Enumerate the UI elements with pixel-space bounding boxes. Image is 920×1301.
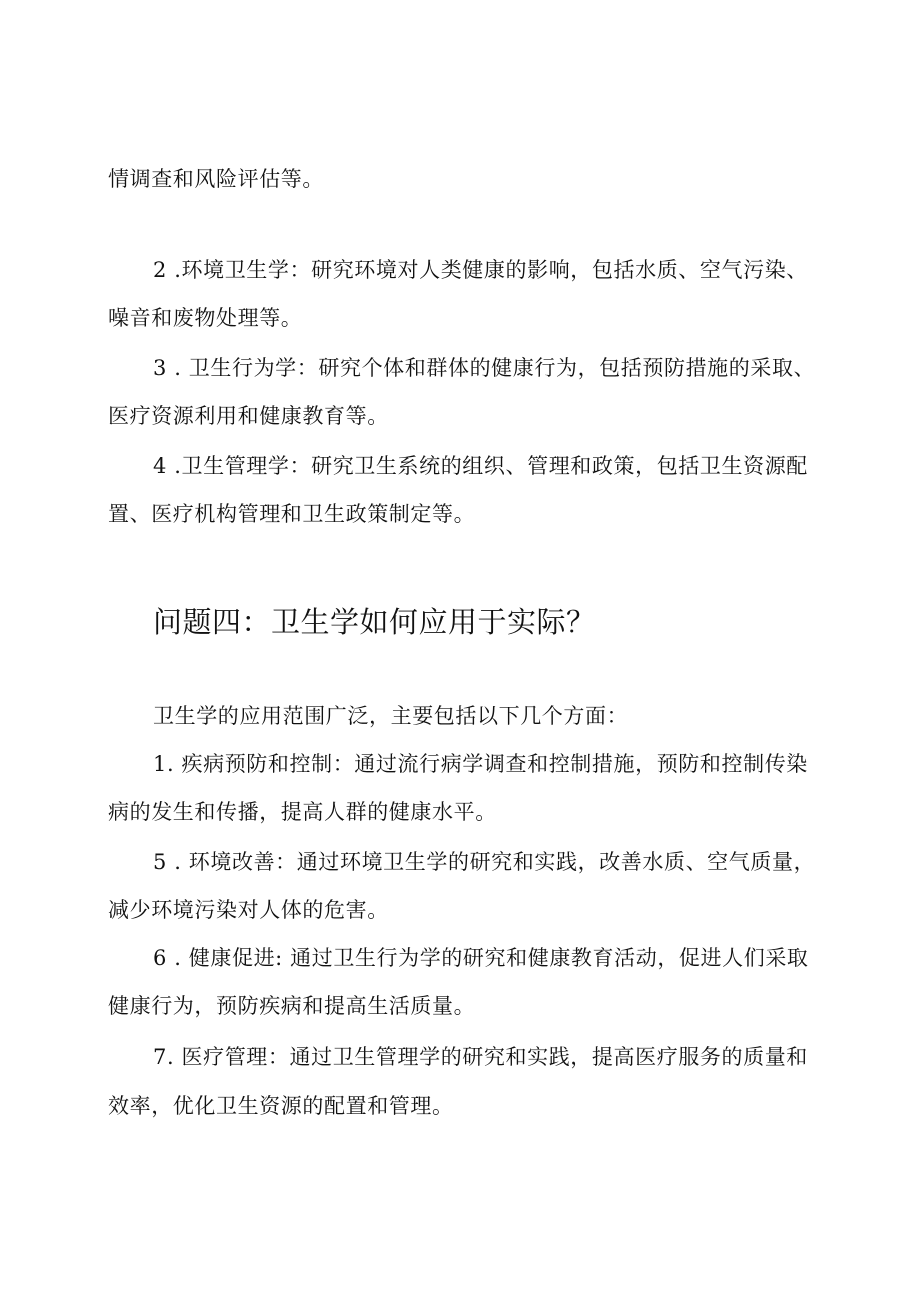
continuation-text: 情调查和风险评估等。 xyxy=(108,167,324,191)
list-item-line: 减少环境污染对人体的危害。 xyxy=(108,898,389,922)
list-item-line: 健康行为，预防疾病和提高生活质量。 xyxy=(108,994,476,1018)
list-item-line: 医疗资源利用和健康教育等。 xyxy=(108,404,389,428)
list-item-line: 7. 医疗管理：通过卫生管理学的研究和实践，提高医疗服务的质量和 xyxy=(153,1045,808,1069)
list-item-line: 噪音和废物处理等。 xyxy=(108,306,303,330)
list-item-line: 3 . 卫生行为学：研究个体和群体的健康行为，包括预防措施的采取、 xyxy=(153,356,816,380)
list-item-line: 1. 疾病预防和控制：通过流行病学调查和控制措施，预防和控制传染 xyxy=(153,752,808,776)
list-item-line: 5 . 环境改善：通过环境卫生学的研究和实践，改善水质、空气质量， xyxy=(153,850,816,874)
list-item-line: 置、医疗机构管理和卫生政策制定等。 xyxy=(108,502,476,526)
section-heading: 问题四：卫生学如何应用于实际？ xyxy=(153,605,596,639)
list-item-line: 6 . 健康促进: 通过卫生行为学的研究和健康教育活动，促进人们采取 xyxy=(153,946,809,970)
list-item-line: 2 .环境卫生学：研究环境对人类健康的影响，包括水质、空气污染、 xyxy=(153,258,808,282)
list-item-line: 效率，优化卫生资源的配置和管理。 xyxy=(108,1094,454,1118)
list-item-line: 4 .卫生管理学：研究卫生系统的组织、管理和政策，包括卫生资源配 xyxy=(153,454,808,478)
list-item-line: 病的发生和传播，提高人群的健康水平。 xyxy=(108,800,497,824)
intro-text: 卫生学的应用范围广泛，主要包括以下几个方面： xyxy=(153,704,629,728)
